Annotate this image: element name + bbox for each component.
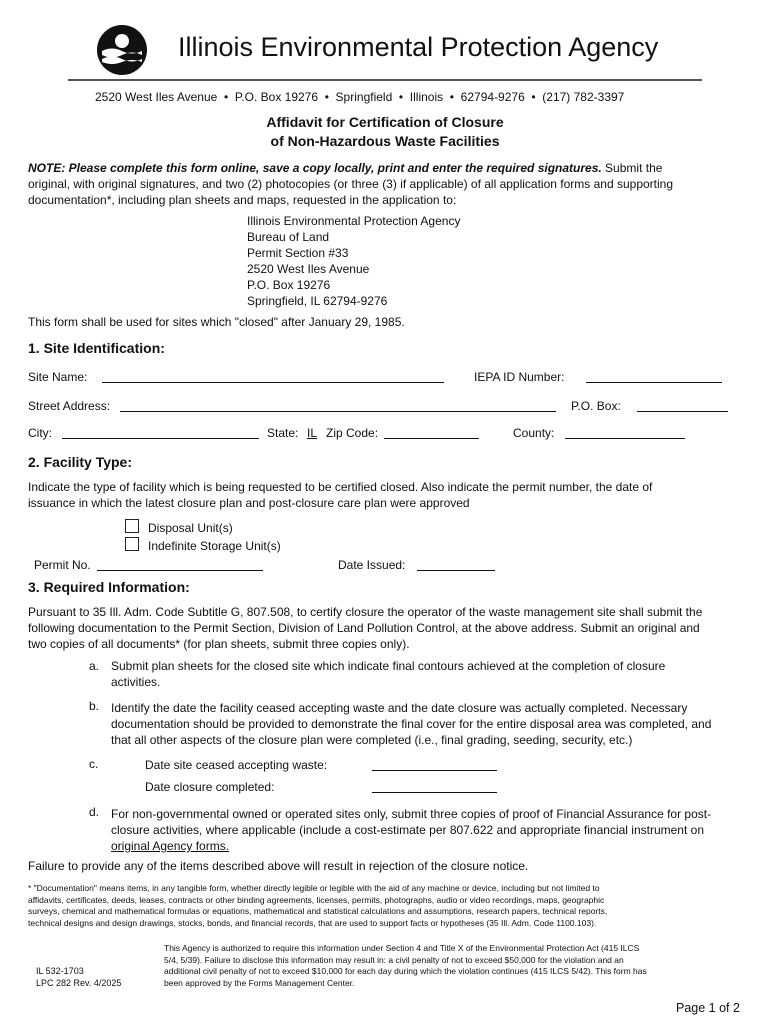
section1-heading: 1. Site Identification: — [28, 340, 165, 356]
mailing-line: Permit Section #33 — [247, 246, 349, 260]
state-value[interactable]: IL — [307, 426, 318, 440]
authority-statement — [164, 943, 647, 989]
section2-heading: 2. Facility Type: — [28, 454, 132, 470]
date-completed-label: Date closure completed: — [145, 780, 275, 794]
section2-desc2: issuance in which the latest closure plan and post-closure care plan were approved — [28, 496, 470, 510]
permit-no-label: Permit No. — [34, 558, 91, 572]
section3-intro3: two copies of all documents* (for plan sheets, submit three copies only). — [28, 637, 410, 651]
zip-field[interactable] — [384, 424, 479, 439]
usage-note: This form shall be used for sites which "closed" after January 29, 1985. — [28, 315, 405, 329]
city-field[interactable] — [62, 424, 259, 439]
item-d-line1: For non-governmental owned or operated sites only, submit three copies of proof of Financial Assurance for post- — [111, 807, 712, 821]
po-box-label: P.O. Box: — [571, 399, 621, 413]
iepa-id-label: IEPA ID Number: — [474, 370, 565, 384]
form-title-line1: Affidavit for Certification of Closure — [266, 114, 504, 130]
header-rule — [68, 79, 702, 81]
storage-unit-checkbox[interactable] — [125, 537, 139, 551]
authority-line: This Agency is authorized to require this information under Section 4 and Title X of the Environmental Protection Act (415 ILCS — [164, 943, 640, 953]
iepa-logo-icon — [96, 24, 148, 76]
note-rest: Submit the — [601, 161, 663, 175]
documentation-footnote — [28, 883, 607, 929]
disposal-unit-label: Disposal Unit(s) — [148, 521, 233, 535]
city-label: City: — [28, 426, 52, 440]
section3-intro1: Pursuant to 35 Ill. Adm. Code Subtitle G, 807.508, to certify closure the operator of the waste management site shall submit the — [28, 605, 703, 619]
page-number: Page 1 of 2 — [676, 1001, 740, 1015]
mailing-line: Bureau of Land — [247, 230, 330, 244]
site-name-field[interactable] — [102, 368, 444, 383]
date-ceased-field[interactable] — [372, 756, 497, 771]
item-b-line3: that all other aspects of the closure plan were completed (i.e., final grading, seeding, security, etc.) — [111, 733, 633, 747]
agency-name: Illinois Environmental Protection Agency — [178, 32, 659, 62]
note-bold: NOTE: Please complete this form online, save a copy locally, print and enter the required signatures. — [28, 161, 602, 175]
note-line1 — [28, 160, 662, 176]
permit-no-field[interactable] — [97, 556, 263, 571]
date-issued-field[interactable] — [417, 556, 495, 571]
street-field[interactable] — [120, 397, 556, 412]
authority-line: 5/4, 5/39). Failure to disclose this information may result in: a civil penalty of not to exceed $50,000 for the violation and an — [164, 954, 624, 965]
state-label: State: — [267, 426, 299, 440]
item-a-letter: a. — [89, 659, 100, 673]
storage-unit-label: Indefinite Storage Unit(s) — [148, 539, 281, 553]
item-d-line2: closure activities, where applicable (include a cost-estimate per 807.622 and appropriate financial instrument on — [111, 823, 704, 837]
footnote-line: technical designs and design drawings, stocks, bonds, and financial records, that are used to support facts or hypotheses (35 Ill. Adm. Code 1100.103). — [28, 917, 597, 928]
item-d-line3[interactable]: original Agency forms. — [111, 839, 230, 853]
county-label: County: — [513, 426, 555, 440]
item-b-line2: documentation should be provided to demonstrate the final cover for the entire disposal area was completed, and — [111, 717, 712, 731]
item-d-letter: d. — [89, 805, 100, 819]
footnote-line: affidavits, certificates, deeds, leases, contracts or other binding agreements, licenses, permits, photographs, audio or video recordings, maps, geographic — [28, 894, 605, 905]
item-a-line1: Submit plan sheets for the closed site which indicate final contours achieved at the completion of closure — [111, 659, 666, 673]
iepa-id-field[interactable] — [586, 368, 722, 383]
footnote-line: * "Documentation" means items, in any tangible form, whether directly legible or legible with the aid of any machine or device, including but not limited to — [28, 883, 600, 893]
agency-address: 2520 West Iles Avenue • P.O. Box 19276 • Springfield • Illinois • 62794-9276 • (217) 782-3397 — [95, 90, 625, 104]
county-field[interactable] — [565, 424, 685, 439]
date-completed-field[interactable] — [372, 778, 497, 793]
item-c-letter: c. — [89, 757, 99, 771]
po-box-field[interactable] — [637, 397, 728, 412]
form-title-line2: of Non-Hazardous Waste Facilities — [270, 133, 500, 149]
form-id: IL 532-1703 — [36, 966, 84, 976]
street-label: Street Address: — [28, 399, 111, 413]
mailing-line: Springfield, IL 62794-9276 — [247, 294, 388, 308]
authority-line: additional civil penalty of not to exceed $10,000 for each day during which the violation continues (415 ILCS 5/42). This form has — [164, 966, 647, 976]
item-a-line2: activities. — [111, 675, 161, 689]
item-b-line1: Identify the date the facility ceased accepting waste and the date closure was actually completed. Necessary — [111, 701, 688, 715]
item-b-letter: b. — [89, 699, 100, 713]
date-ceased-label: Date site ceased accepting waste: — [145, 758, 328, 772]
footnote-line: surveys, chemical and mathematical formulas or equations, mathematical and statistical calculations and assumptions, research papers, technical reports, — [28, 906, 608, 916]
section2-desc1: Indicate the type of facility which is being requested to be certified closed. Also indicate the permit number, the date of — [28, 480, 653, 494]
zip-label: Zip Code: — [326, 426, 379, 440]
site-name-label: Site Name: — [28, 370, 88, 384]
mailing-line: Illinois Environmental Protection Agency — [247, 214, 461, 228]
section3-heading: 3. Required Information: — [28, 579, 190, 595]
form-revision: LPC 282 Rev. 4/2025 — [36, 978, 122, 988]
disposal-unit-checkbox[interactable] — [125, 519, 139, 533]
date-issued-label: Date Issued: — [338, 558, 406, 572]
section3-intro2: following documentation to the Permit Section, Division of Land Pollution Control, at the above address. Submit an original and — [28, 621, 700, 635]
failure-notice: Failure to provide any of the items described above will result in rejection of the closure notice. — [28, 859, 529, 873]
mailing-line: 2520 West Iles Avenue — [247, 262, 370, 276]
authority-line: been approved by the Forms Management Center. — [164, 977, 355, 988]
mailing-address — [247, 213, 460, 309]
note-line3: documentation*, including plan sheets and maps, requested in the application to: — [28, 193, 457, 207]
mailing-line: P.O. Box 19276 — [247, 278, 331, 292]
note-line2: original, with original signatures, and two (2) photocopies (or three (3) if applicable) of all application forms and supporting — [28, 177, 674, 191]
